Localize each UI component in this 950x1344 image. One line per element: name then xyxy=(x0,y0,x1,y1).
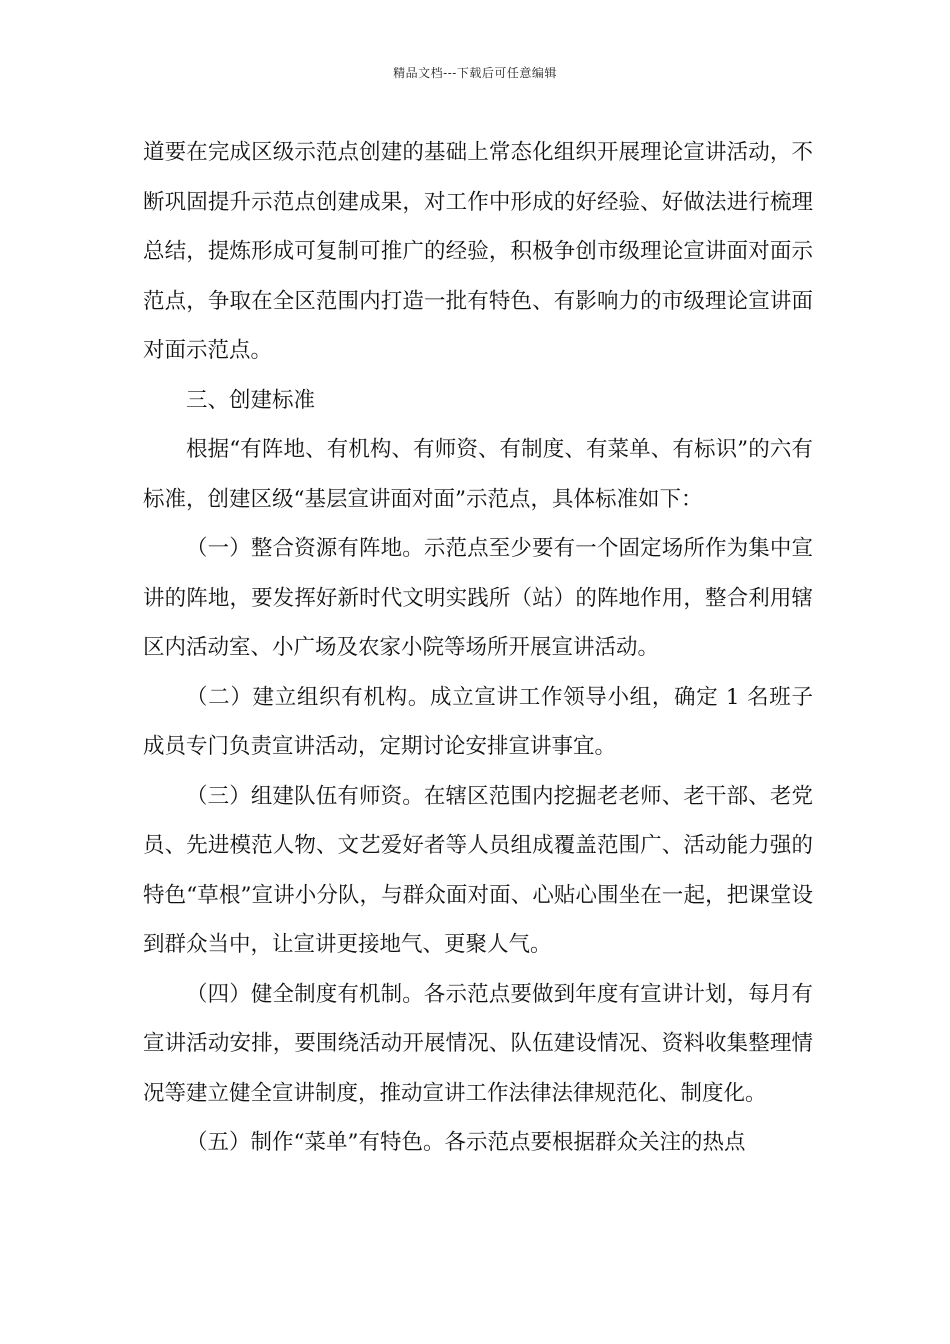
paragraph-item-5: （五）制作“菜单”有特色。各示范点要根据群众关注的热点 xyxy=(186,1130,746,1155)
document-body xyxy=(143,128,813,1168)
page-header: 精品文档---下载后可任意编辑 xyxy=(393,66,557,80)
paragraph-item-3: （三）组建队伍有师资。在辖区范围内挖掘老老师、老干部、老党员、先进模范人物、文艺爱好者等人员组成覆盖范围广、活动能力强的特色“草根”宣讲小分队，与群众面对面、心贴心围坐在一起，把课堂设到群众当中，让宣讲更接地气、更聚人气。 xyxy=(143,783,813,957)
paragraph-continuation: 道要在完成区级示范点创建的基础上常态化组织开展理论宣讲活动，不断巩固提升示范点创建成果，对工作中形成的好经验、好做法进行梳理总结，提炼形成可复制可推广的经验，积极争创市级理论宣讲面对面示范点，争取在全区范围内打造一批有特色、有影响力的市级理论宣讲面对面示范点。 xyxy=(143,140,813,363)
paragraph-item-1: （一）整合资源有阵地。示范点至少要有一个固定场所作为集中宣讲的阵地，要发挥好新时代文明实践所（站）的阵地作用，整合利用辖区内活动室、小广场及农家小院等场所开展宣讲活动。 xyxy=(143,536,813,660)
paragraph-standards-intro: 根据“有阵地、有机构、有师资、有制度、有菜单、有标识”的六有标准，创建区级“基层宣讲面对面”示范点，具体标准如下： xyxy=(143,437,813,512)
paragraph-item-4: （四）健全制度有机制。各示范点要做到年度有宣讲计划，每月有宣讲活动安排，要围绕活动开展情况、队伍建设情况、资料收集整理情况等建立健全宣讲制度，推动宣讲工作法律法律规范化、制度化。 xyxy=(143,981,813,1106)
paragraph-item-2: （二）建立组织有机构。成立宣讲工作领导小组，确定 1 名班子成员专门负责宣讲活动，定期讨论安排宣讲事宜。 xyxy=(143,684,813,759)
section-heading: 三、创建标准 xyxy=(186,387,316,413)
